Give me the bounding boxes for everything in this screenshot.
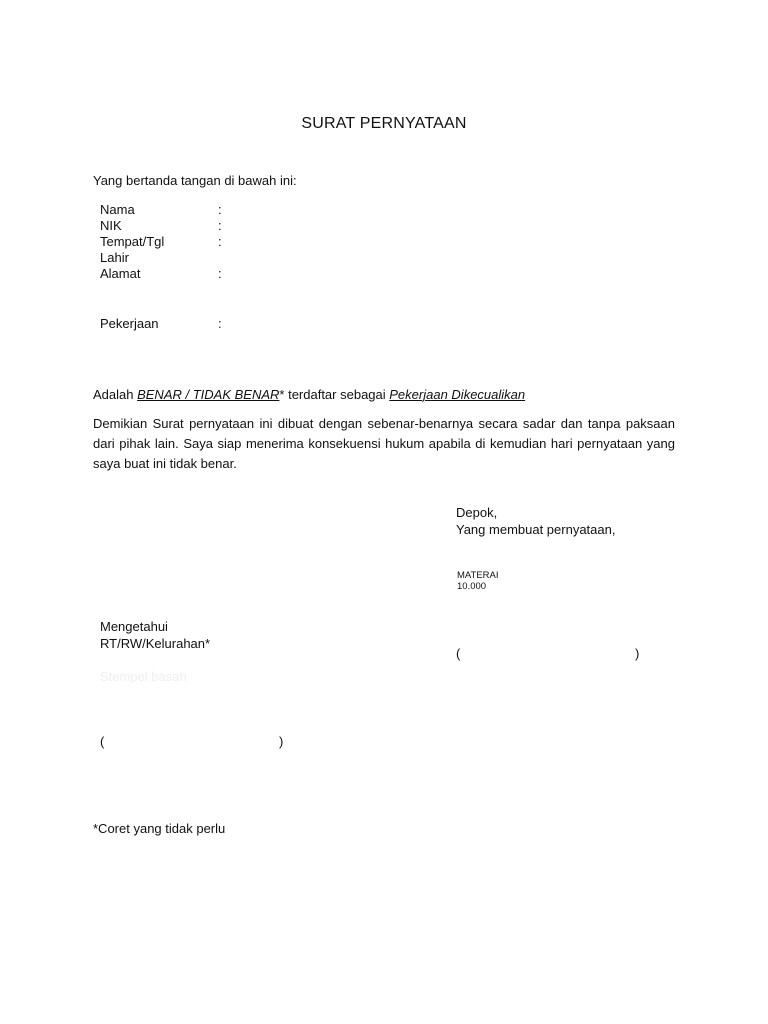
signer-place: Depok,: [456, 505, 498, 520]
materai-label: MATERAI: [457, 570, 499, 581]
field-colon-nama: :: [218, 202, 222, 217]
signer-block: [456, 504, 615, 538]
witness-block: [100, 618, 210, 652]
signer-role: Yang membuat pernyataan,: [456, 522, 616, 537]
witness-line2: RT/RW/Kelurahan*: [100, 636, 211, 651]
declaration-paragraph: Demikian Surat pernyataan ini dibuat dengan sebenar-benarnya secara sadar dan tanpa paksaan dari pihak lain. Saya siap menerima konsekuensi hukum apabila di kemudian hari pernyataan yang saya buat ini tidak benar.: [93, 416, 675, 471]
statement-line: [93, 387, 525, 402]
statement-choice: BENAR / TIDAK BENAR: [137, 387, 280, 402]
intro-text: Yang bertanda tangan di bawah ini:: [93, 173, 297, 188]
field-label-lahir: Lahir: [100, 250, 129, 265]
witness-line1: Mengetahui: [100, 619, 168, 634]
field-colon-pekerjaan: :: [218, 316, 222, 331]
document-title: SURAT PERNYATAAN: [301, 115, 467, 132]
field-colon-tempat-tgl: :: [218, 234, 222, 249]
statement-prefix: Adalah: [93, 387, 138, 402]
statement-asterisk: *: [279, 387, 285, 402]
witness-paren-close: ): [279, 734, 284, 749]
footnote: *Coret yang tidak perlu: [93, 821, 226, 836]
materai-amount: 10.000: [457, 581, 487, 592]
field-label-nama: Nama: [100, 202, 135, 217]
signer-paren-open: (: [456, 646, 461, 661]
witness-paren-open: (: [100, 734, 105, 749]
materai-stamp: [457, 570, 499, 592]
field-label-alamat: Alamat: [100, 266, 141, 281]
field-colon-alamat: :: [218, 266, 222, 281]
field-label-pekerjaan: Pekerjaan: [100, 316, 159, 331]
field-colon-nik: :: [218, 218, 222, 233]
field-label-nik: NIK: [100, 218, 122, 233]
statement-middle: terdaftar sebagai: [284, 387, 390, 402]
field-label-tempat-tgl: Tempat/Tgl: [100, 234, 165, 249]
statement-category: Pekerjaan Dikecualikan: [389, 387, 526, 402]
stempel-hint: Stempel basah: [100, 669, 187, 684]
signer-paren-close: ): [635, 646, 640, 661]
